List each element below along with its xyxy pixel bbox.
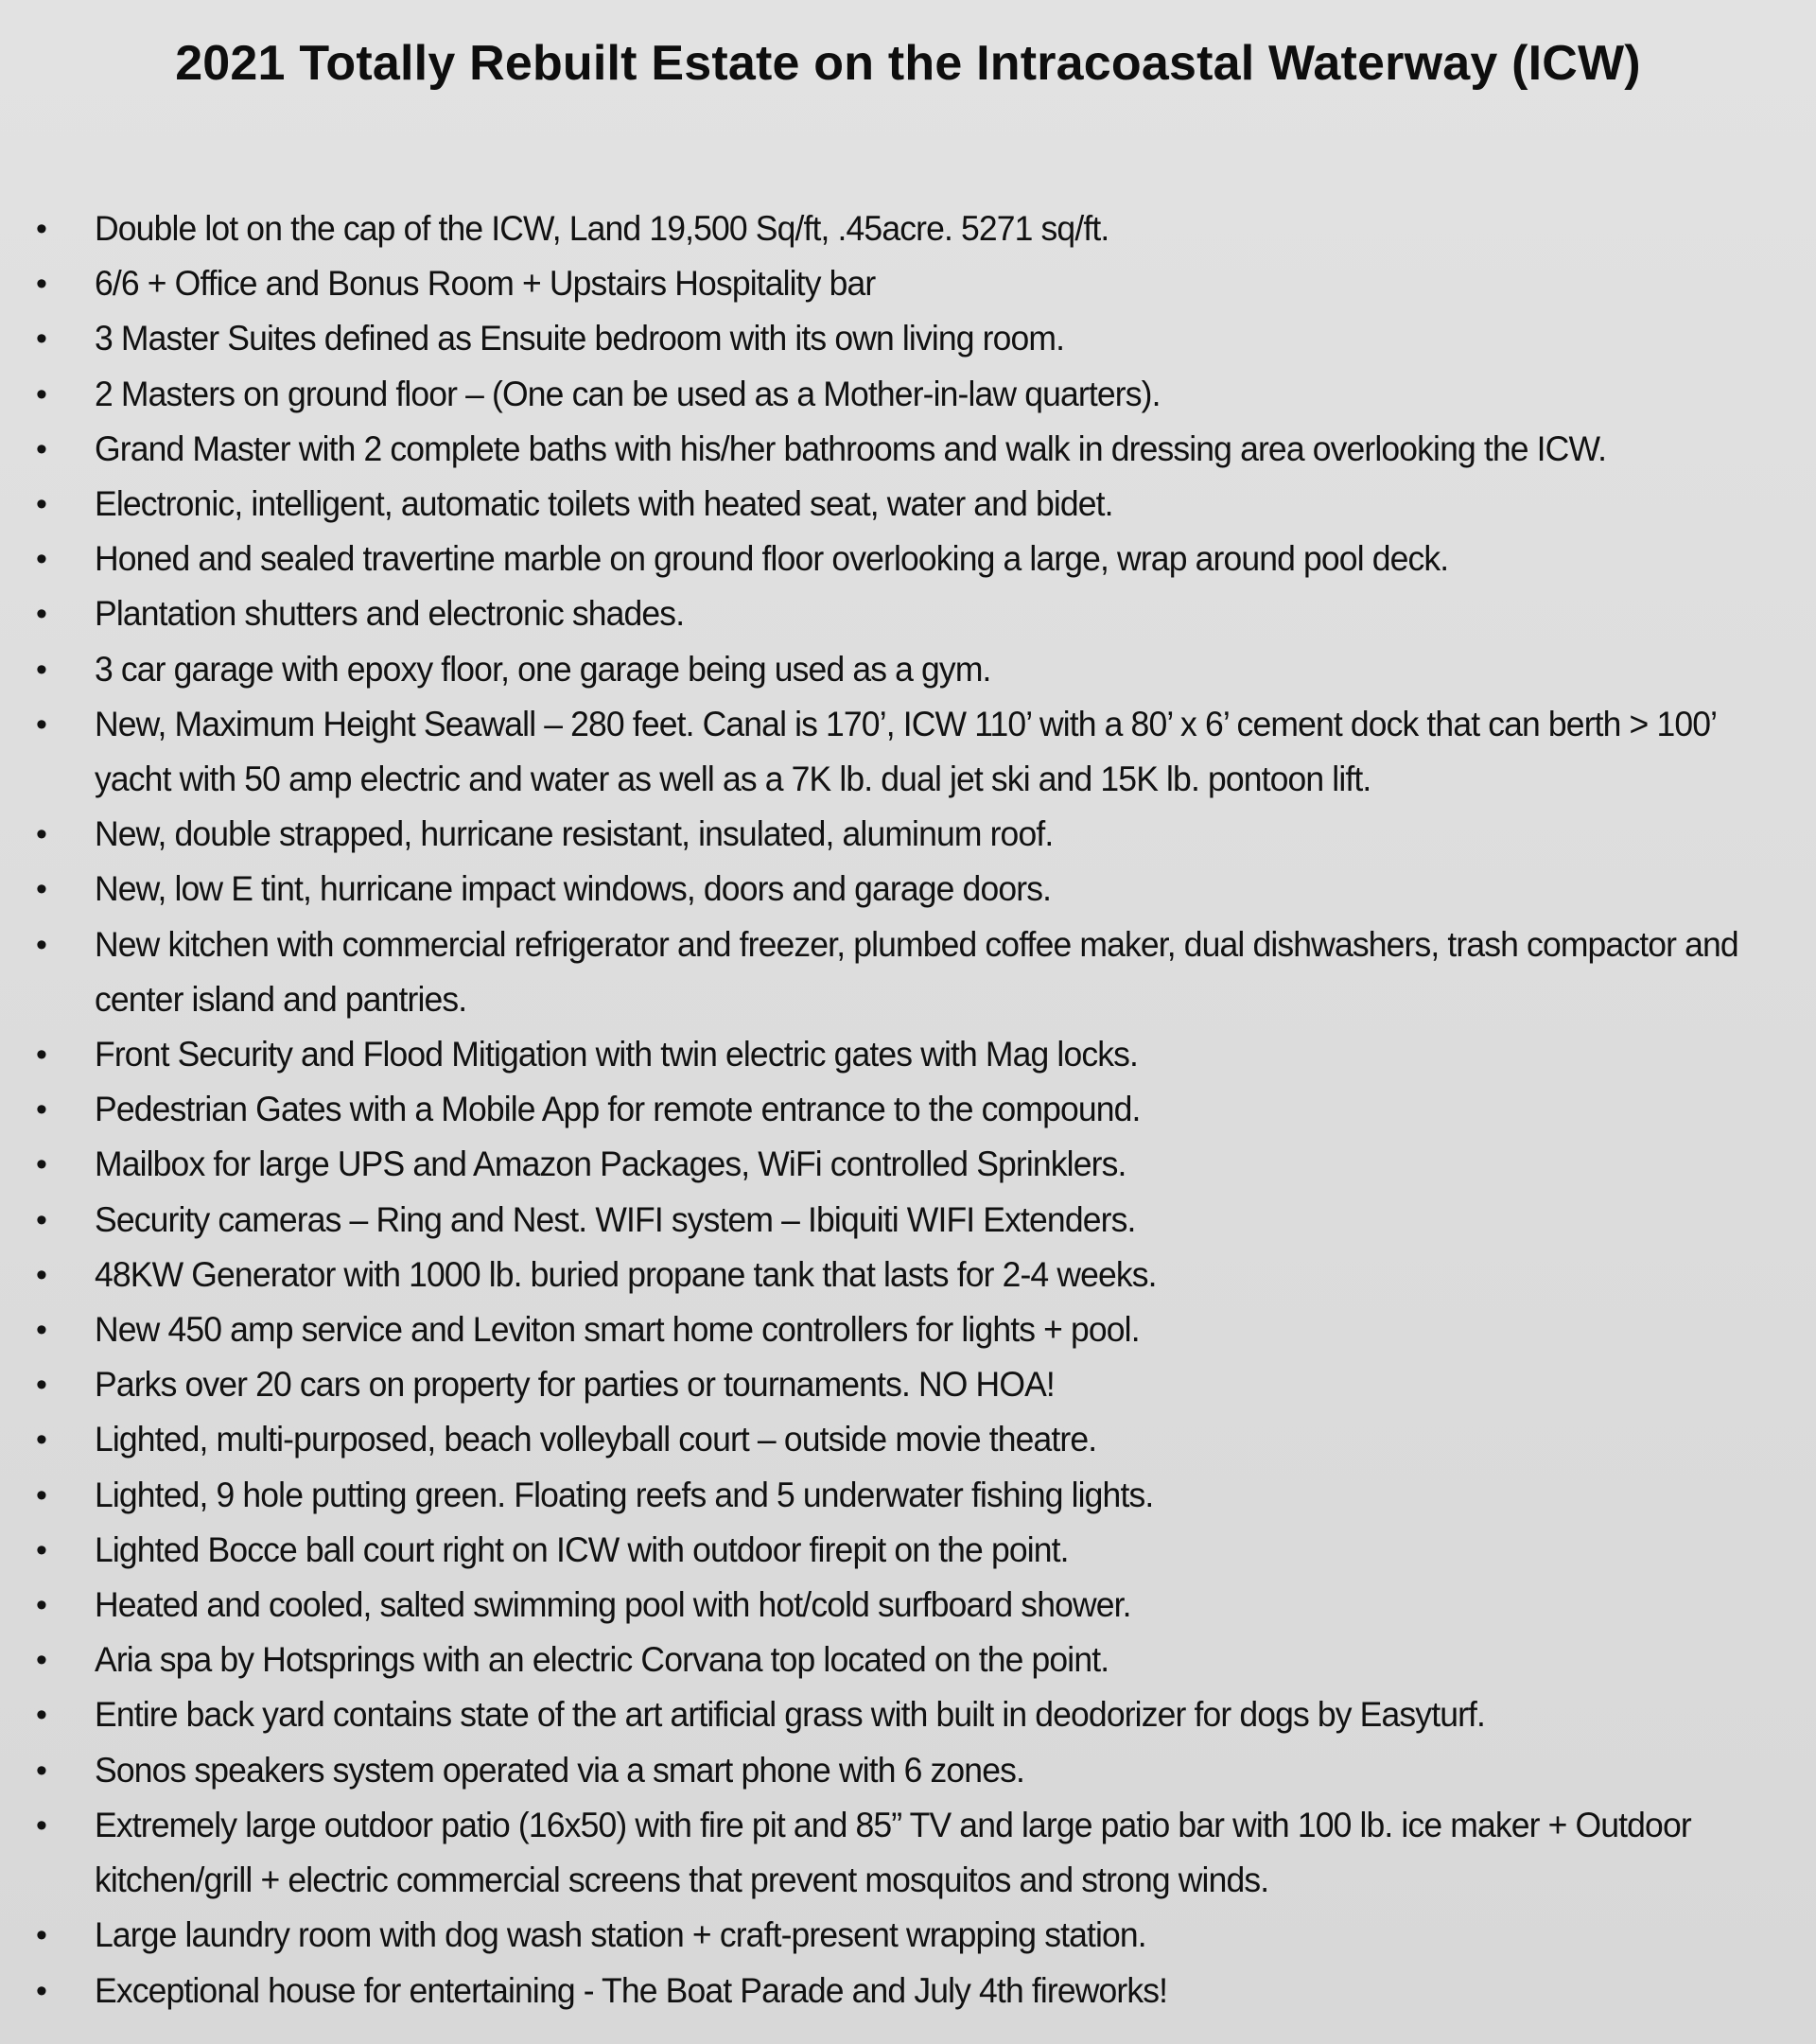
list-item bbox=[0, 1468, 1816, 1523]
bullet-icon: • bbox=[36, 1972, 47, 2009]
list-item bbox=[0, 1082, 1816, 1137]
list-item bbox=[0, 1357, 1816, 1412]
list-item-text: Large laundry room with dog wash station + craft-present wrapping station. bbox=[95, 1915, 1146, 1955]
bullet-icon: • bbox=[36, 816, 47, 853]
list-item bbox=[0, 862, 1816, 917]
list-item-text: New, low E tint, hurricane impact windows, doors and garage doors. bbox=[95, 869, 1052, 909]
list-item bbox=[0, 1578, 1816, 1633]
bullet-icon: • bbox=[36, 1367, 47, 1404]
list-item-text: Extremely large outdoor patio (16x50) with fire pit and 85” TV and large patio bar with 100 lb. ice maker + Outdoor kitchen/grill + electric commercial screens that prevent mosquitos and strong winds. bbox=[95, 1805, 1691, 1900]
bullet-icon: • bbox=[36, 266, 47, 303]
list-item-text: 48KW Generator with 1000 lb. buried propane tank that lasts for 2-4 weeks. bbox=[95, 1254, 1157, 1294]
bullet-icon: • bbox=[36, 1752, 47, 1789]
list-item-text: 3 Master Suites defined as Ensuite bedroom with its own living room. bbox=[95, 319, 1065, 358]
bullet-icon: • bbox=[36, 706, 47, 742]
bullet-icon: • bbox=[36, 1807, 47, 1843]
list-item bbox=[0, 201, 1816, 256]
list-item bbox=[0, 1412, 1816, 1467]
list-item-text: Parks over 20 cars on property for parties or tournaments. NO HOA! bbox=[95, 1365, 1055, 1405]
list-item-text: Security cameras – Ring and Nest. WIFI system – Ibiquiti WIFI Extenders. bbox=[95, 1199, 1136, 1239]
list-item-text: 2 Masters on ground floor – (One can be used as a Mother-in-law quarters). bbox=[95, 374, 1161, 413]
bullet-icon: • bbox=[36, 596, 47, 633]
list-item bbox=[0, 1743, 1816, 1798]
list-item bbox=[0, 311, 1816, 366]
list-item-text: Double lot on the cap of the ICW, Land 19,500 Sq/ft, .45acre. 5271 sq/ft. bbox=[95, 209, 1109, 248]
bullet-icon: • bbox=[36, 1037, 47, 1074]
list-item bbox=[0, 1302, 1816, 1357]
list-item bbox=[0, 1908, 1816, 1963]
list-item bbox=[0, 1248, 1816, 1302]
list-item-text: Exceptional house for entertaining - The Boat Parade and July 4th fireworks! bbox=[95, 1970, 1168, 2010]
list-item-text: Honed and sealed travertine marble on ground floor overlooking a large, wrap around pool deck. bbox=[95, 539, 1449, 579]
list-item-text: Aria spa by Hotsprings with an electric Corvana top located on the point. bbox=[95, 1640, 1109, 1680]
list-item-text: 3 car garage with epoxy floor, one garage being used as a gym. bbox=[95, 649, 991, 689]
bullet-icon: • bbox=[36, 1917, 47, 1954]
bullet-icon: • bbox=[36, 871, 47, 908]
bullet-icon: • bbox=[36, 211, 47, 247]
bullet-icon: • bbox=[36, 1476, 47, 1513]
list-item-text: Entire back yard contains state of the art artificial grass with built in deodorizer for dogs by Easyturf. bbox=[95, 1695, 1486, 1735]
list-item-text: New, double strapped, hurricane resistant, insulated, aluminum roof. bbox=[95, 814, 1054, 854]
bullet-icon: • bbox=[36, 541, 47, 578]
bullet-icon: • bbox=[36, 1201, 47, 1238]
bullet-icon: • bbox=[36, 430, 47, 467]
list-item bbox=[0, 1964, 1816, 2018]
list-item-text: 6/6 + Office and Bonus Room + Upstairs Hospitality bar bbox=[95, 264, 876, 304]
list-item-text: Front Security and Flood Mitigation with twin electric gates with Mag locks. bbox=[95, 1035, 1139, 1074]
page-title: 2021 Totally Rebuilt Estate on the Intracoastal Waterway (ICW) bbox=[175, 36, 1641, 91]
bullet-icon: • bbox=[36, 1092, 47, 1128]
list-item-text: Lighted Bocce ball court right on ICW with outdoor firepit on the point. bbox=[95, 1529, 1069, 1569]
bullet-icon: • bbox=[36, 1642, 47, 1679]
bullet-icon: • bbox=[36, 1146, 47, 1183]
list-item bbox=[0, 256, 1816, 311]
list-item bbox=[0, 1137, 1816, 1192]
list-item-text: Pedestrian Gates with a Mobile App for remote entrance to the compound. bbox=[95, 1090, 1141, 1129]
list-item bbox=[0, 1027, 1816, 1082]
bullet-icon: • bbox=[36, 651, 47, 688]
list-item bbox=[0, 367, 1816, 422]
list-item-text: Electronic, intelligent, automatic toilets with heated seat, water and bidet. bbox=[95, 484, 1113, 524]
list-item bbox=[0, 807, 1816, 862]
list-item bbox=[0, 1523, 1816, 1578]
list-item-text: New, Maximum Height Seawall – 280 feet. Canal is 170’, ICW 110’ with a 80’ x 6’ cement dock that can berth > 100’ yacht with 50 amp electric and water as well as a 7K lb. dual jet ski and 15K lb. pontoon lift. bbox=[95, 704, 1716, 799]
list-item bbox=[0, 1798, 1816, 1908]
list-item-text: Lighted, multi-purposed, beach volleyball court – outside movie theatre. bbox=[95, 1420, 1097, 1459]
list-item-text: Heated and cooled, salted swimming pool with hot/cold surfboard shower. bbox=[95, 1585, 1131, 1625]
list-item-text: Lighted, 9 hole putting green. Floating reefs and 5 underwater fishing lights. bbox=[95, 1475, 1154, 1514]
list-item bbox=[0, 1687, 1816, 1742]
list-item-text: New kitchen with commercial refrigerator and freezer, plumbed coffee maker, dual dishwashers, trash compactor and center island and pantries. bbox=[95, 924, 1738, 1019]
list-item bbox=[0, 1193, 1816, 1248]
bullet-icon: • bbox=[36, 1256, 47, 1293]
list-item bbox=[0, 917, 1816, 1027]
bullet-icon: • bbox=[36, 1312, 47, 1349]
list-item bbox=[0, 586, 1816, 641]
list-item-text: Plantation shutters and electronic shades. bbox=[95, 594, 685, 634]
list-item bbox=[0, 477, 1816, 532]
bullet-icon: • bbox=[36, 1422, 47, 1459]
bullet-icon: • bbox=[36, 486, 47, 523]
list-item bbox=[0, 697, 1816, 807]
feature-list bbox=[0, 201, 1816, 2018]
list-item bbox=[0, 642, 1816, 697]
list-item-text: New 450 amp service and Leviton smart home controllers for lights + pool. bbox=[95, 1310, 1140, 1350]
bullet-icon: • bbox=[36, 926, 47, 963]
bullet-icon: • bbox=[36, 376, 47, 412]
list-item-text: Mailbox for large UPS and Amazon Packages, WiFi controlled Sprinklers. bbox=[95, 1144, 1126, 1184]
bullet-icon: • bbox=[36, 1587, 47, 1624]
bullet-icon: • bbox=[36, 1697, 47, 1734]
list-item-text: Grand Master with 2 complete baths with his/her bathrooms and walk in dressing area overlooking the ICW. bbox=[95, 428, 1607, 468]
bullet-icon: • bbox=[36, 1531, 47, 1568]
list-item-text: Sonos speakers system operated via a smart phone with 6 zones. bbox=[95, 1750, 1024, 1790]
bullet-icon: • bbox=[36, 321, 47, 358]
list-item bbox=[0, 1633, 1816, 1687]
list-item bbox=[0, 532, 1816, 586]
list-item bbox=[0, 422, 1816, 477]
